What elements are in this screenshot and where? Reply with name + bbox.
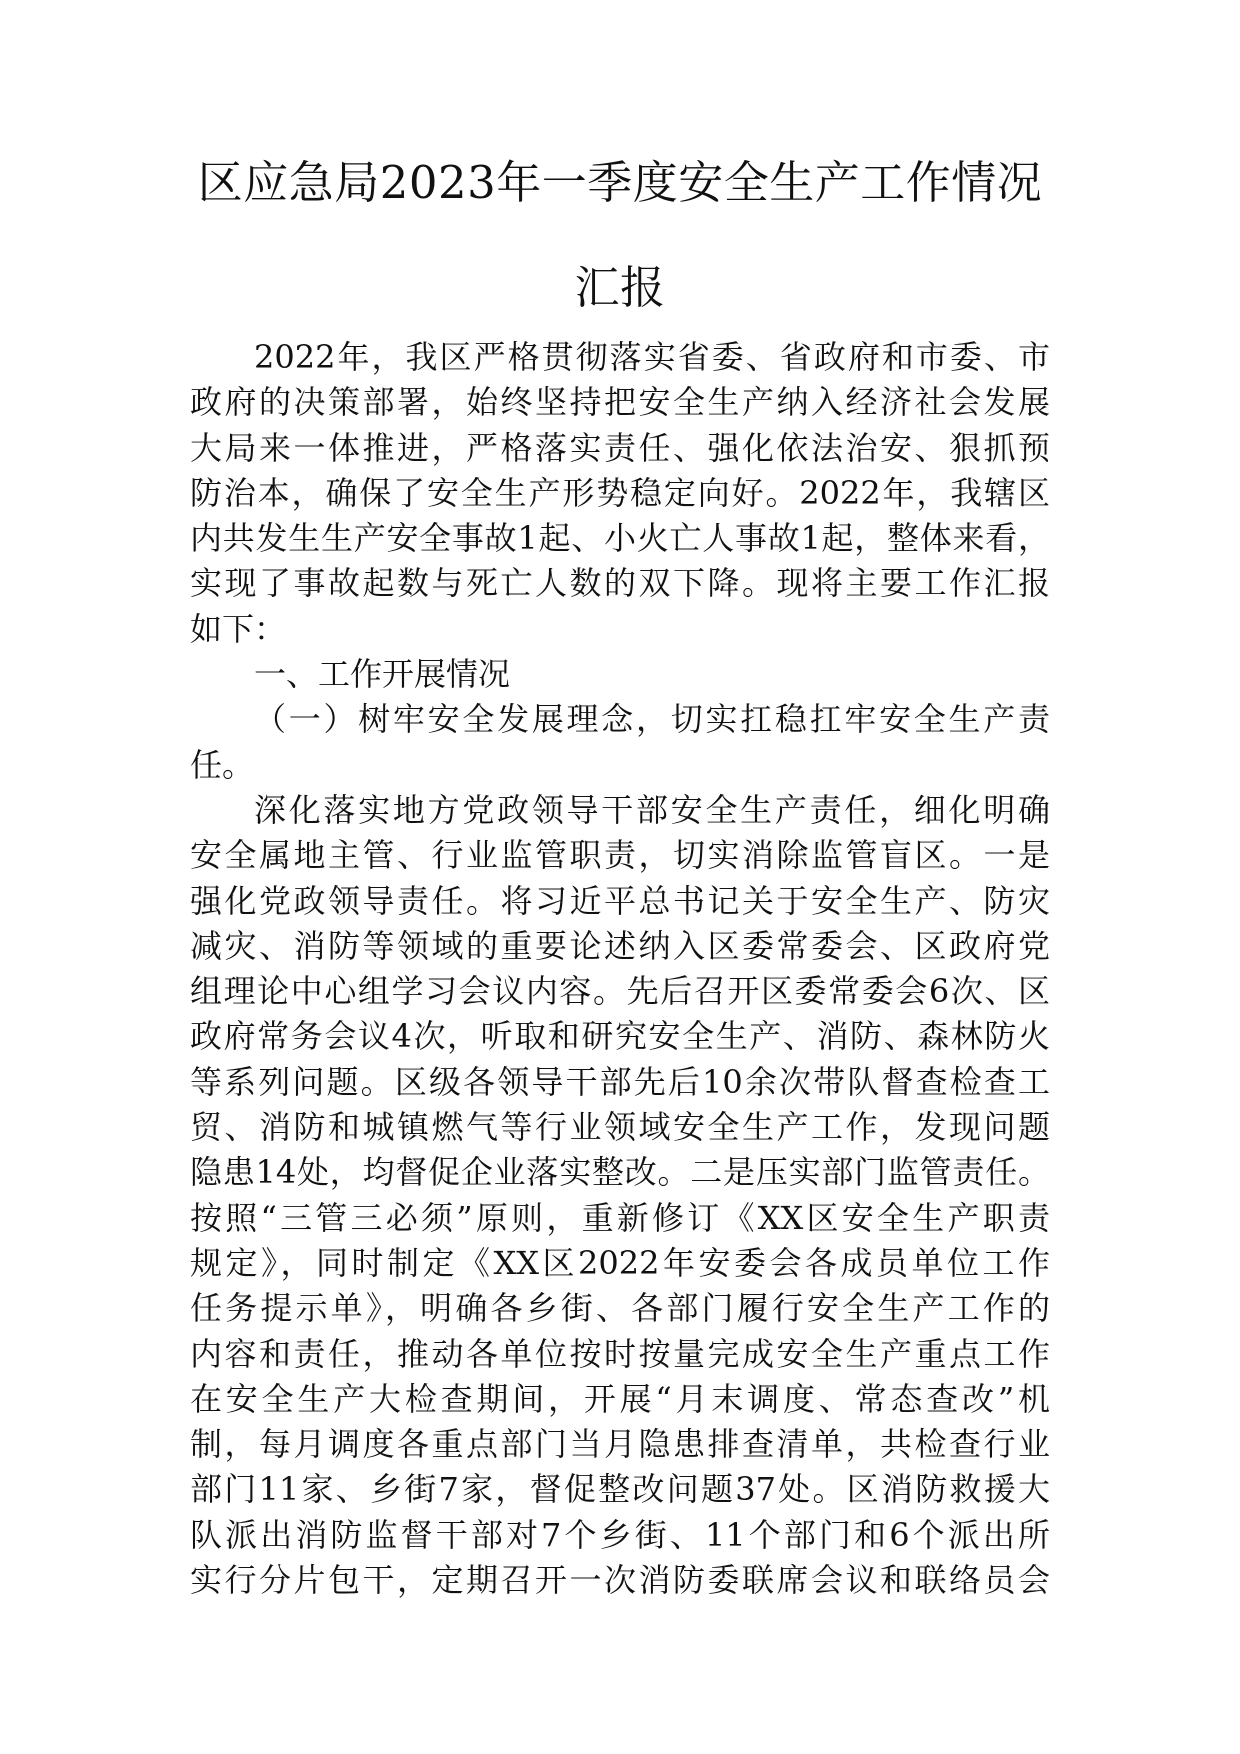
paragraph-line: 实行分片包干，定期召开一次消防委联席会议和联络员会 — [190, 1561, 1050, 1600]
paragraph-line: 规定》，同时制定《XX区2022年安委会各成员单位工作 — [190, 1243, 1050, 1282]
paragraph-line: 部门11家、乡街7家，督促整改问题37处。区消防救援大 — [190, 1470, 1050, 1509]
subsection-heading: 任。 — [190, 745, 255, 784]
paragraph-line: 内共发生生产安全事故1起、小火亡人事故1起，整体来看， — [190, 519, 1050, 558]
paragraph-line: 贸、消防和城镇燃气等行业领域安全生产工作，发现问题 — [190, 1108, 1050, 1147]
paragraph-line: 组理论中心组学习会议内容。先后召开区委常委会6次、区 — [190, 972, 1050, 1011]
section-heading: 一、工作开展情况 — [254, 655, 511, 694]
paragraph-line: 安全属地主管、行业监管职责，切实消除监管盲区。一是 — [190, 836, 1050, 875]
subsection-heading: （一）树牢安全发展理念，切实扛稳扛牢安全生产责 — [254, 700, 1050, 739]
paragraph-line: 实现了事故起数与死亡人数的双下降。现将主要工作汇报 — [190, 564, 1050, 603]
paragraph-line: 减灾、消防等领域的重要论述纳入区委常委会、区政府党 — [190, 926, 1050, 965]
paragraph-line: 深化落实地方党政领导干部安全生产责任，细化明确 — [254, 790, 1050, 829]
paragraph-line: 内容和责任，推动各单位按时按量完成安全生产重点工作 — [190, 1334, 1050, 1373]
paragraph-line: 如下： — [190, 609, 287, 648]
title-line-1: 区应急局2023年一季度安全生产工作情况 — [197, 156, 1043, 209]
paragraph-line: 隐患14处，均督促企业落实整改。二是压实部门监管责任。 — [190, 1153, 1050, 1192]
paragraph-line: 政府常务会议4次，听取和研究安全生产、消防、森林防火 — [190, 1017, 1050, 1056]
paragraph-line: 等系列问题。区级各领导干部先后10余次带队督查检查工 — [190, 1062, 1050, 1101]
paragraph-line: 大局来一体推进，严格落实责任、强化依法治安、狠抓预 — [190, 428, 1050, 467]
paragraph-line: 制，每月调度各重点部门当月隐患排查清单，共检查行业 — [190, 1425, 1050, 1464]
paragraph-line: 任务提示单》，明确各乡街、各部门履行安全生产工作的 — [190, 1289, 1050, 1328]
paragraph-line: 强化党政领导责任。将习近平总书记关于安全生产、防灾 — [190, 881, 1050, 920]
paragraph-line: 在安全生产大检查期间，开展“月末调度、常态查改”机 — [190, 1379, 1050, 1418]
title-line-2: 汇报 — [574, 261, 666, 314]
paragraph-line: 队派出消防监督干部对7个乡街、11个部门和6个派出所 — [190, 1515, 1050, 1554]
paragraph-line: 按照“三管三必须”原则，重新修订《XX区安全生产职责 — [190, 1198, 1050, 1237]
paragraph-line: 政府的决策部署，始终坚持把安全生产纳入经济社会发展 — [190, 383, 1050, 422]
paragraph-line: 2022年，我区严格贯彻落实省委、省政府和市委、市 — [254, 338, 1050, 376]
paragraph-line: 防治本，确保了安全生产形势稳定向好。2022年，我辖区 — [190, 473, 1050, 512]
document-body — [190, 335, 1050, 1603]
document-title — [150, 156, 1090, 314]
